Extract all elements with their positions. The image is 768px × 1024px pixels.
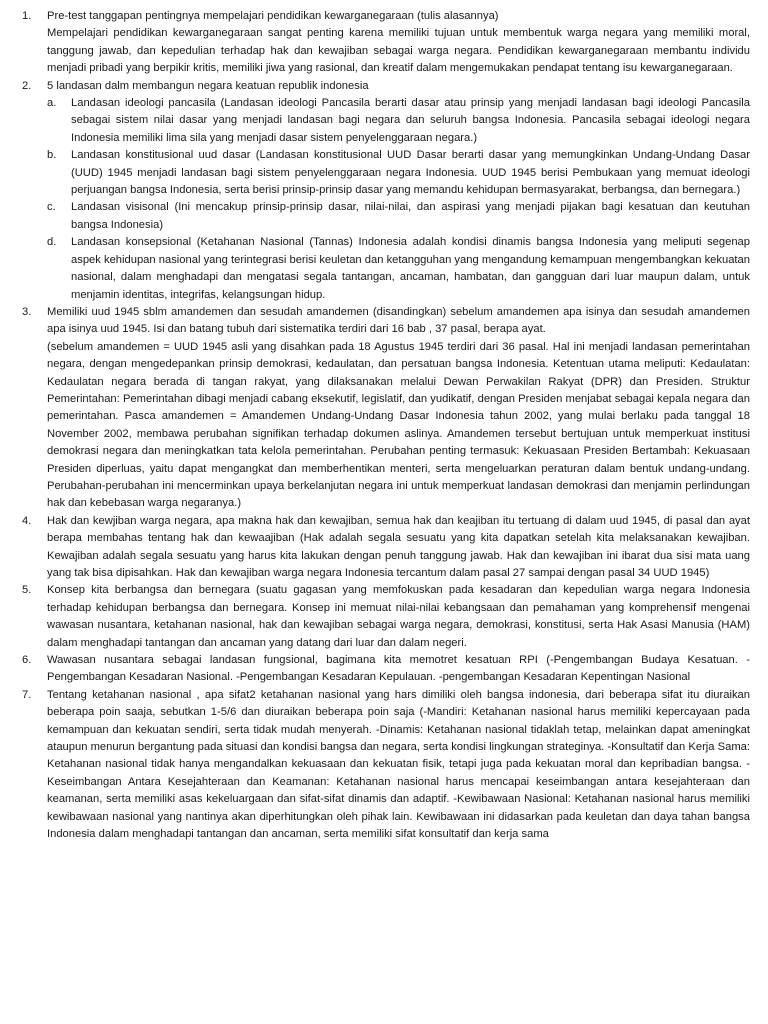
- sub-item-text: Landasan konstitusional uud dasar (Landasan konstitusional UUD Dasar berarti dasar yang memungkinkan Undang-Undang Dasar (UUD) 1945 menjadi landasan bagi sistem penyelenggaraan negara Indonesia. UUD 1945 berisi Pembukaan yang memuat ideologi perjuangan bangsa Indonesia, serta berisi prinsip-prinsip dasar yang memandu kehidupan bermasyarakat, berbangsa, dan bernegara.): [71, 149, 750, 197]
- sub-item-c: [47, 199, 750, 234]
- sub-item-letter: d.: [47, 236, 57, 249]
- sub-item-b: [47, 147, 750, 199]
- item-heading: Konsep kita berbangsa dan bernegara (suatu gagasan yang memfokuskan pada kesadaran dan kepedulian warga negara Indonesia terhadap kehidupan berbangsa dan bernegara. Konsep ini memuat nilai-nilai kebangsaan dan pemahaman yang komprehensif mengenai wawasan nusantara, ketahanan nasional, hak dan kewajiban sebagai warga negara, demokrasi, konstitusi, serta Hak Asasi Manusia (HAM) dalam menghadapi tantangan dan ancaman yang datang dari luar dan dalam negeri.: [47, 584, 750, 649]
- list-number: 5.: [22, 584, 32, 597]
- sub-item-d: [47, 234, 750, 304]
- list-item-4: [22, 513, 750, 583]
- item-heading: Pre-test tanggapan pentingnya mempelajari pendidikan kewarganegaraan (tulis alasannya): [47, 10, 499, 22]
- list-number: 3.: [22, 305, 32, 318]
- sub-item-a: [47, 95, 750, 147]
- list-number: 7.: [22, 688, 32, 701]
- list-item-1: [22, 8, 750, 78]
- list-number: 4.: [22, 514, 32, 527]
- sub-item-letter: a.: [47, 97, 57, 110]
- list-number: 6.: [22, 654, 32, 667]
- item-body: Mempelajari pendidikan kewarganegaraan sangat penting karena memiliki tujuan untuk membentuk warga negara yang memiliki moral, tanggung jawab, dan kepedulian terhadap hak dan kewajiban sebagai warga negara. Pendidikan kewarganegaraan membantu individu menjadi pribadi yang berpikir kritis, memiliki jiwa yang rasional, dan kreatif dalam mengemukakan pendapat tentang isu kewarganegaraan.: [47, 27, 750, 75]
- list-item-5: [22, 582, 750, 652]
- list-number: 1.: [22, 10, 32, 22]
- item-heading: Wawasan nusantara sebagai landasan fungsional, bagimana kita memotret kesatuan RPI (-Pengembangan Budaya Kesatuan. -Pengembangan Kesadaran Nasional. -Pengembangan Kesadaran Kepulauan. -pengembangan Kesadaran Kepentingan Nasional: [47, 654, 750, 684]
- item-heading: 5 landasan dalm membangun negara keatuan republik indonesia: [47, 79, 369, 92]
- sub-item-text: Landasan ideologi pancasila (Landasan ideologi Pancasila berarti dasar atau prinsip yang menjadi landasan bagi ideologi Pancasila sebagai sistem nilai dasar yang menjadi landasan bagi negara dan seluruh bangsa Indonesia. Pancasila sebagai ideologi negara Indonesia memiliki lima sila yang menjadi dasar sistem penyelenggaraan negara.): [71, 97, 750, 144]
- sub-item-text: Landasan konsepsional (Ketahanan Nasional (Tannas) Indonesia adalah kondisi dinamis bangsa Indonesia yang meliputi segenap aspek kehidupan nasional yang terintegrasi berisi keuletan dan ketangguhan yang mengandung kemampuan mengembangkan kekuatan nasional, dalam menghadapi dan mengatasi segala tantangan, ancaman, hambatan, dan gangguan dari luar maupun dalam, untuk menjamin identitas, integrifas, kelangsungan hidup.: [71, 236, 750, 301]
- item-heading: Memiliki uud 1945 sblm amandemen dan sesudah amandemen (disandingkan) sebelum amandemen apa isinya dan sesudah amandemen apa isinya uud 1945. Isi dan batang tubuh dari sistematika terdiri dari 16 bab , 37 pasal, berapa ayat.: [47, 305, 750, 336]
- list-item-7: [22, 687, 750, 844]
- list-item-2: [22, 78, 750, 304]
- item-heading: Tentang ketahanan nasional , apa sifat2 ketahanan nasional yang hars dimiliki oleh bangsa indonesia, dari beberapa sifat itu diuraikan beberapa poin saaja, sebutkan 1-5/6 dan diuraikan beberapa poin saja (-Mandiri: Ketahanan nasional harus memiliki kepercayaan pada kemampuan dan kekuatan sendiri, serta tidak mudah menyerah. -Dinamis: Ketahanan nasional tidaklah tetap, melainkan dapat ameningkat ataupun menurun bergantung pada situasi dan kondisi bangsa dan negara, serta kondisi lingkungan strateginya. -Konsultatif dan Kerja Sama: Ketahanan nasional tidak hanya mengandalkan kekuasaan dan kekuatan fisik, tetapi juga pada kekuatan moral dan kepribadian bangsa. -Keseimbangan Antara Kesejahteraan dan Keamanan: Ketahanan nasional harus mencapai keseimbangan antara kesejahteraan dan keamanan, serta memiliki asas kekeluargaan dan sifat-sifat dinamis dan adaptif. -Kewibawaan Nasional: Ketahanan nasional harus memiliki kewibawaan nasional yang nantinya akan diperhitungkan oleh pihak lain. Kewibawaan ini didasarkan pada keuletan dan daya tahan bangsa Indonesia dalam menghadapi tantangan dan ancaman, serta memiliki sifat konsultatif dan kerja sama: [47, 688, 750, 841]
- list-item-3: [22, 304, 750, 513]
- sub-item-letter: b.: [47, 149, 57, 162]
- item-body: (sebelum amandemen = UUD 1945 asli yang disahkan pada 18 Agustus 1945 terdiri dari 36 pasal. Hal ini menjadi landasan pemerintahan negara, dengan mengedepankan prinsip demokrasi, kedaulatan, dan persatuan bangsa Indonesia. Ketentuan utama meliputi: Kedaulatan: Kedaulatan negara berada di tangan rakyat, yang dilaksanakan melalui Dewan Perwakilan Rakyat (DPR) dan Presiden. Struktur Pemerintahan: Pemerintahan dibagi menjadi cabang eksekutif, legislatif, dan yudikatif, dengan Presiden menjabat sebagai kepala negara dan pemerintahan. Pasca amandemen = Amandemen Undang-Undang Dasar Indonesia tahun 2002, yang mulai berlaku pada tanggal 18 November 2002, membawa perubahan signifikan terhadap dokumen aslinya. Amandemen tersebut bertujuan untuk memperkuat institusi demokrasi negara dan meningkatkan tata kelola pemerintahan. Perubahan penting termasuk: Kekuasaan Presiden Bertambah: Kekuasaan Presiden diperluas, yaitu dapat mengangkat dan memberhentikan menteri, serta mengeluarkan peraturan dalam bentuk undang-undang. Perubahan-perubahan ini mencerminkan upaya berkelanjutan negara ini untuk memperkuat landasan demokrasi dan menjamin perlindungan hak dan kebebasan warga negaranya.): [47, 340, 750, 510]
- sub-item-letter: c.: [47, 201, 56, 214]
- item-heading: Hak dan kewjiban warga negara, apa makna hak dan kewajiban, semua hak dan keajiban itu tertuang di dalam uud 1945, di pasal dan ayat berapa membahas tentang hak dan kewaajiban (Hak adalah segala sesuatu yang kita dapatkan setelah kita melaksanakan kewajiban. Kewajiban adalah segala sesuatu yang harus kita lakukan dengan penuh tanggung jawab. Hak dan kewajiban ini ibarat dua sisi mata uang yang tak bisa dipisahkan. Hak dan kewajiban warga negara Indonesia tercantum dalam pasal 27 sampai dengan pasal 34 UUD 1945): [47, 514, 750, 579]
- sub-item-text: Landasan visisonal (Ini mencakup prinsip-prinsip dasar, nilai-nilai, dan aspirasi yang menjadi pijakan bagi kesatuan dan keutuhan bangsa Indonesia): [71, 201, 750, 231]
- list-number: 2.: [22, 79, 32, 92]
- list-item-6: [22, 652, 750, 687]
